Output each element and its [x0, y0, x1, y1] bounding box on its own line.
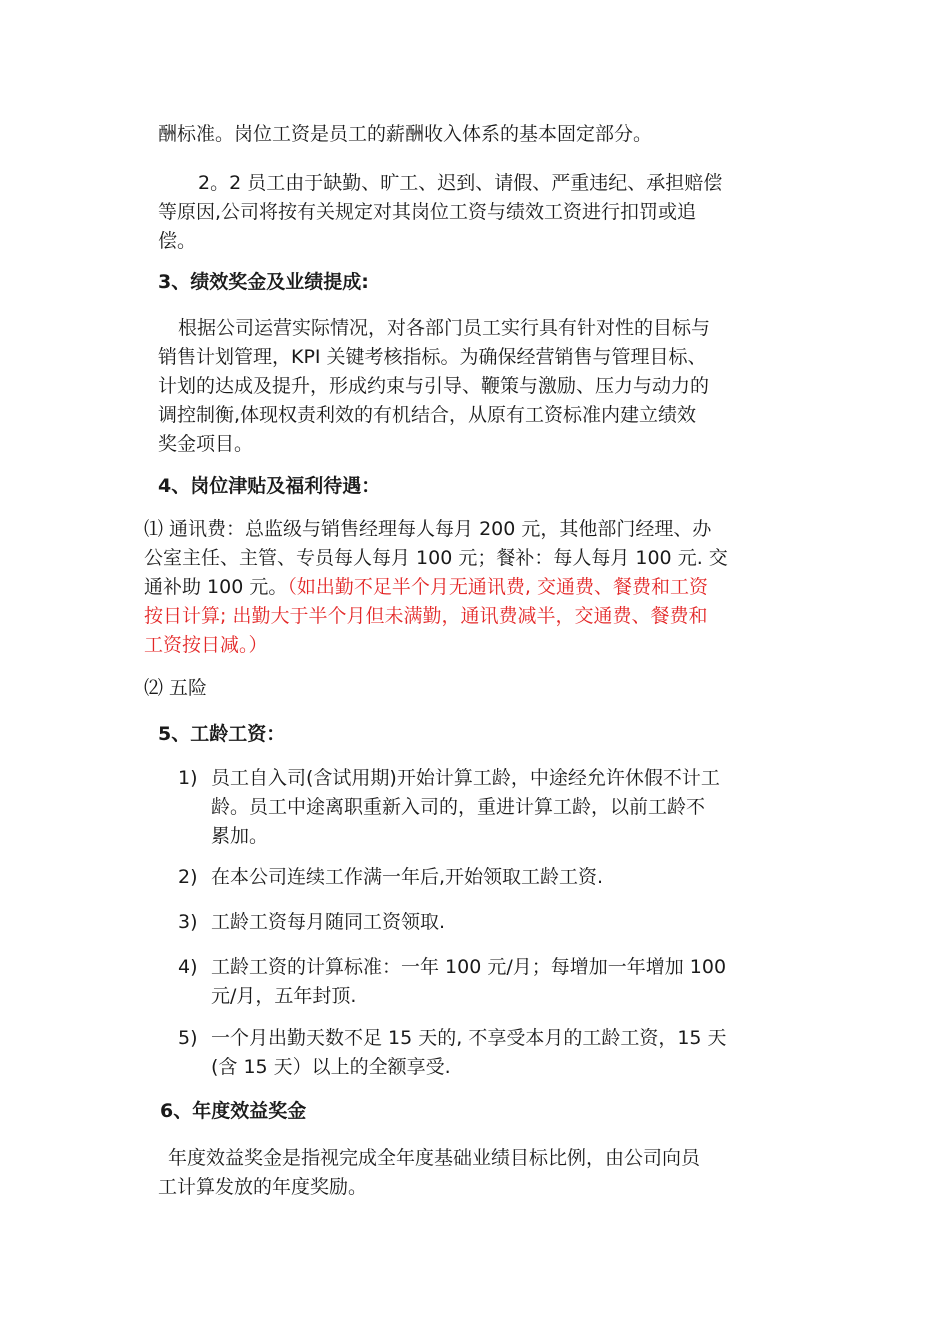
attendance-note-red: 按日计算; 出勤大于半个月但未满勤，通讯费减半，交通费、餐费和 [144, 605, 708, 627]
text-line: 累加。 [211, 825, 269, 847]
text-line: 等原因,公司将按有关规定对其岗位工资与绩效工资进行扣罚或追 [158, 201, 697, 223]
text-line: 一个月出勤天数不足 15 天的, 不享受本月的工龄工资，15 天 [211, 1027, 727, 1049]
paragraph-performance-bonus [158, 314, 808, 459]
paragraph-annual-bonus [158, 1144, 808, 1202]
text-line: ⑴ 通讯费：总监级与销售经理每人每月 200 元，其他部门经理、办 [144, 518, 712, 540]
attendance-note-red: （如出勤不足半个月无通讯费, 交通费、餐费和工资 [287, 576, 708, 598]
text-line: 元/月，五年封顶. [211, 985, 357, 1007]
text-line: 偿。 [158, 230, 197, 252]
list-text [211, 764, 811, 851]
text-line: 2。2 员工由于缺勤、旷工、迟到、请假、严重违纪、承担赔偿 [198, 172, 723, 194]
list-number: 1) [178, 767, 198, 789]
attendance-note-red: 工资按日减。） [144, 634, 268, 656]
text-line [144, 573, 810, 602]
text-line: 酬标准。岗位工资是员工的薪酬收入体系的基本固定部分。 [158, 123, 653, 145]
list-text [211, 908, 811, 937]
text-segment: 通补助 100 元。 [144, 576, 288, 598]
list-text [211, 863, 811, 892]
list-text [211, 1024, 811, 1082]
text-line: 龄。员工中途离职重新入司的，重进计算工龄，以前工龄不 [211, 796, 706, 818]
text-line: ⑵ 五险 [144, 677, 208, 699]
text-line: 工龄工资的计算标准：一年 100 元/月；每增加一年增加 100 [211, 956, 727, 978]
paragraph-2-2-deductions [158, 169, 808, 256]
text-line: 公室主任、主管、专员每人每月 100 元；餐补：每人每月 100 元. 交 [144, 547, 728, 569]
text-line: 奖金项目。 [158, 433, 254, 455]
section-heading-performance-bonus: 3、绩效奖金及业绩提成: [158, 271, 369, 293]
paragraph-five-insurances [144, 674, 794, 703]
text-line: 调控制衡,体现权责利效的有机结合，从原有工资标准内建立绩效 [158, 404, 697, 426]
list-number: 2) [178, 866, 198, 888]
list-number: 3) [178, 911, 198, 933]
paragraph-communication-allowance [144, 515, 810, 660]
text-line: 根据公司运营实际情况，对各部门员工实行具有针对性的目标与 [178, 317, 711, 339]
list-text [211, 953, 811, 1011]
list-number: 5) [178, 1027, 198, 1049]
list-number: 4) [178, 956, 198, 978]
text-line: (含 15 天）以上的全额享受. [211, 1056, 451, 1078]
text-line: 员工自入司(含试用期)开始计算工龄，中途经允许休假不计工 [211, 767, 720, 789]
section-heading-seniority-pay: 5、工龄工资： [158, 723, 286, 745]
text-line: 计划的达成及提升，形成约束与引导、鞭策与激励、压力与动力的 [158, 375, 710, 397]
text-line: 工计算发放的年度奖励。 [158, 1176, 368, 1198]
text-line: 销售计划管理，KPI 关键考核指标。为确保经营销售与管理目标、 [158, 346, 707, 368]
text-line: 年度效益奖金是指视完成全年度基础业绩目标比例，由公司向员 [168, 1147, 701, 1169]
paragraph-salary-standard [158, 120, 808, 149]
section-heading-annual-bonus: 6、年度效益奖金 [160, 1100, 307, 1122]
text-line: 工龄工资每月随同工资领取. [211, 911, 446, 933]
text-line: 在本公司连续工作满一年后,开始领取工龄工资. [211, 866, 604, 888]
section-heading-allowances: 4、岗位津贴及福利待遇： [158, 475, 381, 497]
